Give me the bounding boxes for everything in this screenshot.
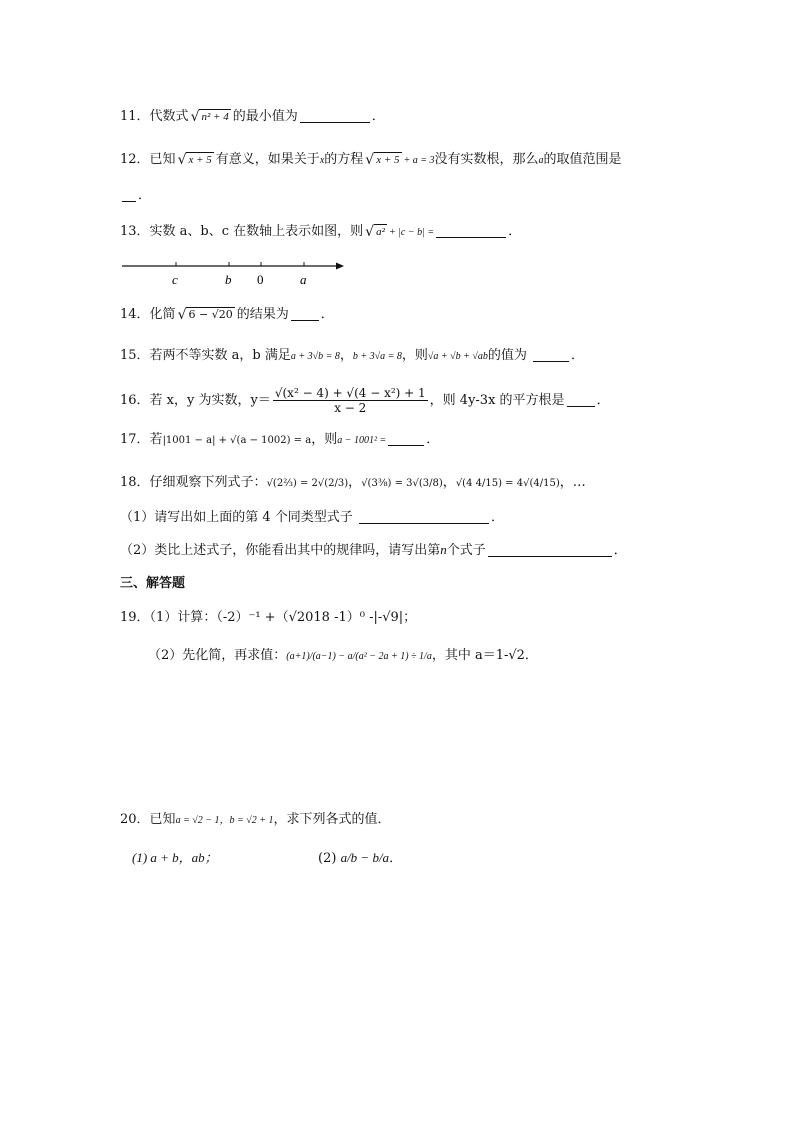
question-11: 11．代数式 √ n² + 4 的最小值为 ． (120, 109, 385, 125)
answer-blank[interactable] (436, 223, 506, 238)
question-13: 13．实数 a、b、c 在数轴上表示如图，则 √ a² + |c − b| = ． (120, 224, 522, 240)
section-heading: 三、解答题 (120, 576, 186, 591)
example-2: √(3⅜) = 3√(3/8) (361, 478, 443, 489)
radical: √ x + 5 (177, 152, 212, 168)
radical: √ 6 − √20 (177, 307, 233, 323)
question-20-part-1: (1) a + b，ab； (132, 850, 218, 865)
fraction: $\frac{\text{√(x² − 4) + √(4 − x²) + 1}}{x - 2}$ (274, 386, 426, 415)
radical: √ a² (365, 224, 385, 240)
question-20: 20．已知a = √2 − 1，b = √2 + 1，求下列各式的值． (120, 812, 391, 827)
answer-blank[interactable] (300, 108, 370, 123)
answer-blank[interactable] (488, 542, 612, 557)
answer-blank[interactable] (388, 431, 424, 446)
question-18-part-1: （1）请写出如上面的第 4 个同类型式子 ． (120, 510, 504, 525)
question-17: 17．若|1001 − a| + √(a − 1002) = a，则a − 1001² = ． (120, 432, 440, 447)
radical: √ x + 5 (365, 152, 400, 168)
question-20-part-2: (2) a/b − b/a． (318, 850, 403, 866)
example-1: √(2⅔) = 2√(2/3) (266, 478, 349, 489)
question-14: 14．化简 √ 6 − √20 的结果为 ． (120, 307, 334, 323)
arrow-right-icon (336, 263, 344, 270)
answer-blank[interactable] (122, 187, 136, 202)
answer-blank[interactable] (533, 347, 569, 362)
question-19: 19．（1）计算：（-2）⁻¹ +（√2018 -1）⁰ -|-√9|； (120, 610, 417, 625)
question-12-continuation: ． (120, 186, 151, 206)
label-c: c (172, 272, 178, 287)
answer-blank[interactable] (567, 392, 595, 407)
question-18-part-2: （2）类比上述式子，你能看出其中的规律吗，请写出第n个式子 ． (120, 542, 627, 558)
label-0: 0 (257, 272, 264, 287)
question-12: 12．已知 √ x + 5 有意义，如果关于x的方程 √ x + 5 + a = 3没有实数根，那么a的取值范围是 (120, 152, 622, 168)
number-line (118, 256, 350, 290)
answer-blank[interactable] (359, 509, 489, 524)
label-b: b (225, 272, 232, 287)
question-16: 16．若 x，y 为实数，y＝ $\frac{\text{√(x² − 4) + √(4 − x²) + 1}}{x - 2}$ ，则 4y-3x 的平方根是 ． (120, 386, 610, 415)
question-18: 18．仔细观察下列式子：√(2⅔) = 2√(2/3)，√(3⅜) = 3√(3/8)，√(4 4/15) = 4√(4/15)，… (120, 475, 586, 490)
answer-blank[interactable] (291, 306, 319, 321)
radical: √ n² + 4 (190, 109, 229, 125)
question-15: 15．若两不等实数 a，b 满足a + 3√b = 8，b + 3√a = 8，则√a + √b + √ab的值为 ． (120, 348, 585, 363)
label-a: a (300, 272, 307, 287)
question-19-part-2: （2）先化简，再求值：(a+1)/(a−1) − a/(a² − 2a + 1) ÷ 1/a，其中 a＝1-√2． (148, 648, 538, 663)
example-3: √(4 4/15) = 4√(4/15) (455, 478, 560, 489)
